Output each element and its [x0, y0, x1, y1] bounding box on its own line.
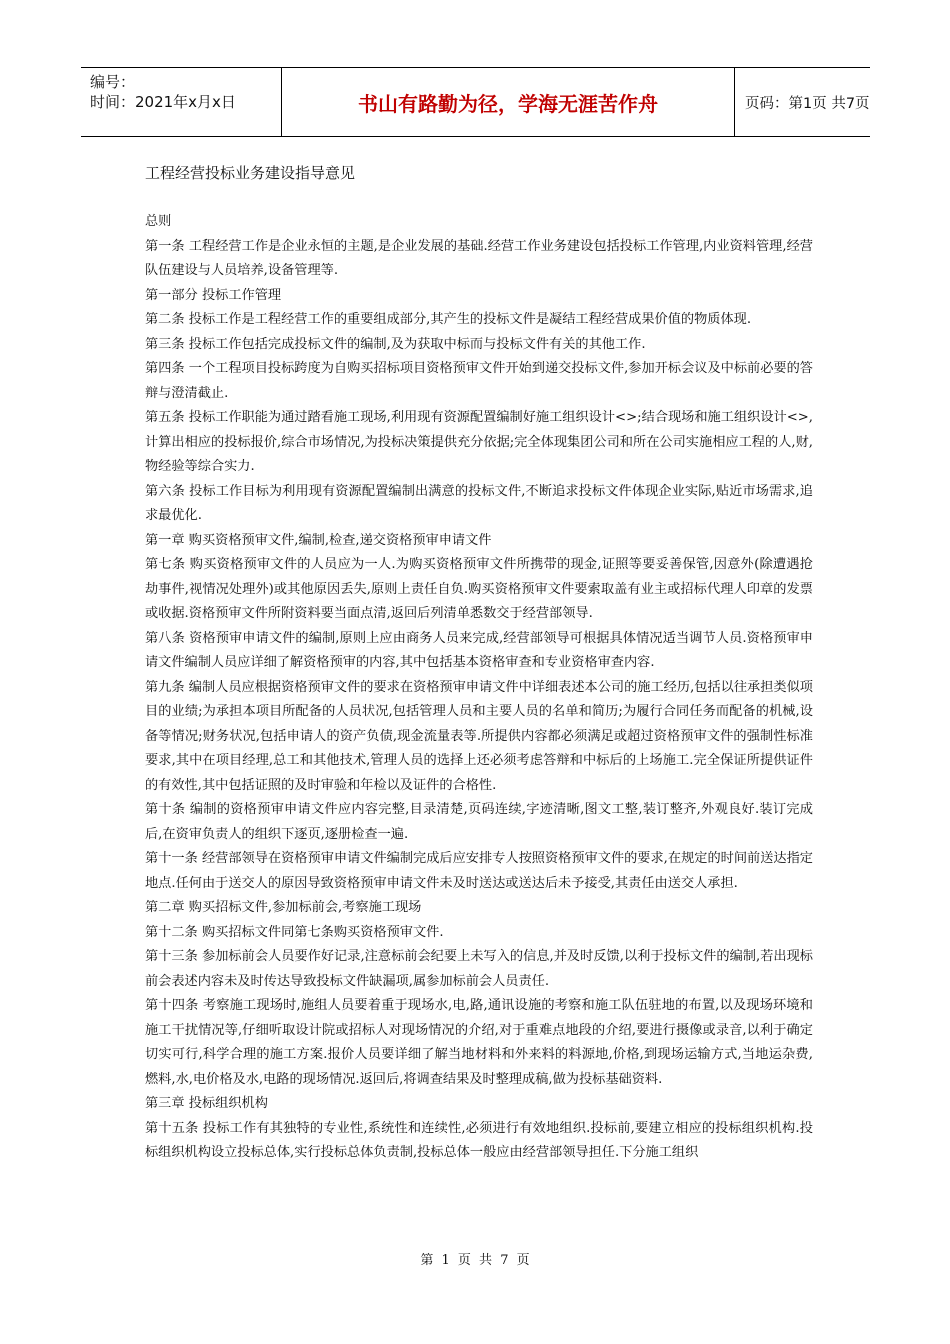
document-body: [145, 210, 813, 1166]
paragraph: 第二章 购买招标文件,参加标前会,考察施工现场: [145, 900, 422, 915]
document-title: 工程经营投标业务建设指导意见: [145, 164, 356, 182]
paragraph: 总则: [145, 214, 172, 229]
paragraph: 第五条 投标工作职能为通过踏看施工现场,利用现有资源配置编制好施工组织设计<>;结合现场和施工组织设计<>,计算出相应的投标报价,综合市场情况,为投标决策提供充分依据;完全体现集团公司和所在公司实施相应工程的人,财,物经验等综合实力.: [145, 410, 813, 474]
page-footer: 第 1 页 共 7 页: [420, 1253, 530, 1268]
paragraph: 第一条 工程经营工作是企业永恒的主题,是企业发展的基础.经营工作业务建设包括投标工作管理,内业资料管理,经营队伍建设与人员培养,设备管理等.: [145, 238, 813, 278]
paragraph: 第十三条 参加标前会人员要作好记录,注意标前会纪要上未写入的信息,并及时反馈,以利于投标文件的编制,若出现标前会表述内容未及时传达导致投标文件缺漏项,属参加标前会人员责任.: [145, 949, 813, 989]
paragraph: 第十条 编制的资格预审申请文件应内容完整,目录清楚,页码连续,字迹清晰,图文工整,装订整齐,外观良好.装订完成后,在资审负责人的组织下逐页,逐册检查一遍.: [145, 802, 813, 842]
paragraph: 第七条 购买资格预审文件的人员应为一人.为购买资格预审文件所携带的现金,证照等要妥善保管,因意外(除遭遇抢劫事件,视情况处理外)或其他原因丢失,原则上责任自负.购买资格预审文件要索取盖有业主或招标代理人印章的发票或收据.资格预审文件所附资料要当面点清,返回后列清单悉数交于经营部领导.: [145, 557, 813, 621]
paragraph: 第六条 投标工作目标为利用现有资源配置编制出满意的投标文件,不断追求投标文件体现企业实际,贴近市场需求,追求最优化.: [145, 483, 813, 523]
paragraph: 第二条 投标工作是工程经营工作的重要组成部分,其产生的投标文件是凝结工程经营成果价值的物质体现.: [145, 312, 752, 327]
paragraph: 第一部分 投标工作管理: [145, 287, 282, 303]
paragraph: 第十二条 购买招标文件同第七条购买资格预审文件.: [145, 924, 444, 940]
paragraph: 第十四条 考察施工现场时,施组人员要着重于现场水,电,路,通讯设施的考察和施工队伍驻地的布置,以及现场环境和施工干扰情况等,仔细听取设计院或招标人对现场情况的介绍,对于重难点地段的介绍,要进行摄像或录音,以利于确定切实可行,科学合理的施工方案.报价人员要详细了解当地材料和外来料的料源地,价格,到现场运输方式,当地运杂费,燃料,水,电价格及水,电路的现场情况.返回后,将调查结果及时整理成稿,做为投标基础资料.: [145, 998, 813, 1087]
page-header: [81, 67, 870, 137]
paragraph: 第四条 一个工程项目投标跨度为自购买招标项目资格预审文件开始到递交投标文件,参加开标会议及中标前必要的答辩与澄清截止.: [145, 361, 813, 401]
paragraph: 第三章 投标组织机构: [145, 1096, 268, 1111]
paragraph: 第八条 资格预审申请文件的编制,原则上应由商务人员来完成,经营部领导可根据具体情况适当调节人员.资格预审申请文件编制人员应详细了解资格预审的内容,其中包括基本资格审查和专业资格审查内容.: [145, 630, 813, 670]
header-page-code: 页码：第1页 共7页: [745, 95, 870, 112]
paragraph: 第十五条 投标工作有其独特的专业性,系统性和连续性,必须进行有效地组织.投标前,要建立相应的投标组织机构.投标组织机构设立投标总体,实行投标总体负责制,投标总体一般应由经营部领导担任.下分施工组织: [145, 1120, 813, 1160]
header-motto: 书山有路勤为径，学海无涯苦作舟: [281, 68, 735, 136]
document-time-label: 时间：2021年x月x日: [90, 93, 236, 111]
document-number-label: 编号：: [90, 73, 136, 91]
paragraph: 第九条 编制人员应根据资格预审文件的要求在资格预审申请文件中详细表述本公司的施工经历,包括以往承担类似项目的业绩;为承担本项目所配备的人员状况,包括管理人员和主要人员的名单和简历;为履行合同任务而配备的机械,设备等情况;财务状况,包括申请人的资产负债,现金流量表等.所提供内容都必须满足或超过资格预审文件的强制性标准要求,其中在项目经理,总工和其他技术,管理人员的选择上还必须考虑答辩和中标后的上场施工.完全保证所提供证件的有效性,其中包括证照的及时审验和年检以及证件的合格性.: [145, 679, 813, 793]
paragraph: 第十一条 经营部领导在资格预审申请文件编制完成后应安排专人按照资格预审文件的要求,在规定的时间前送达指定地点.任何由于送交人的原因导致资格预审申请文件未及时送达或送达后未予接受,其责任由送交人承担.: [145, 851, 813, 891]
paragraph: 第一章 购买资格预审文件,编制,检查,递交资格预审申请文件: [145, 532, 492, 548]
paragraph: 第三条 投标工作包括完成投标文件的编制,及为获取中标而与投标文件有关的其他工作.: [145, 336, 646, 352]
header-meta: [81, 68, 281, 136]
